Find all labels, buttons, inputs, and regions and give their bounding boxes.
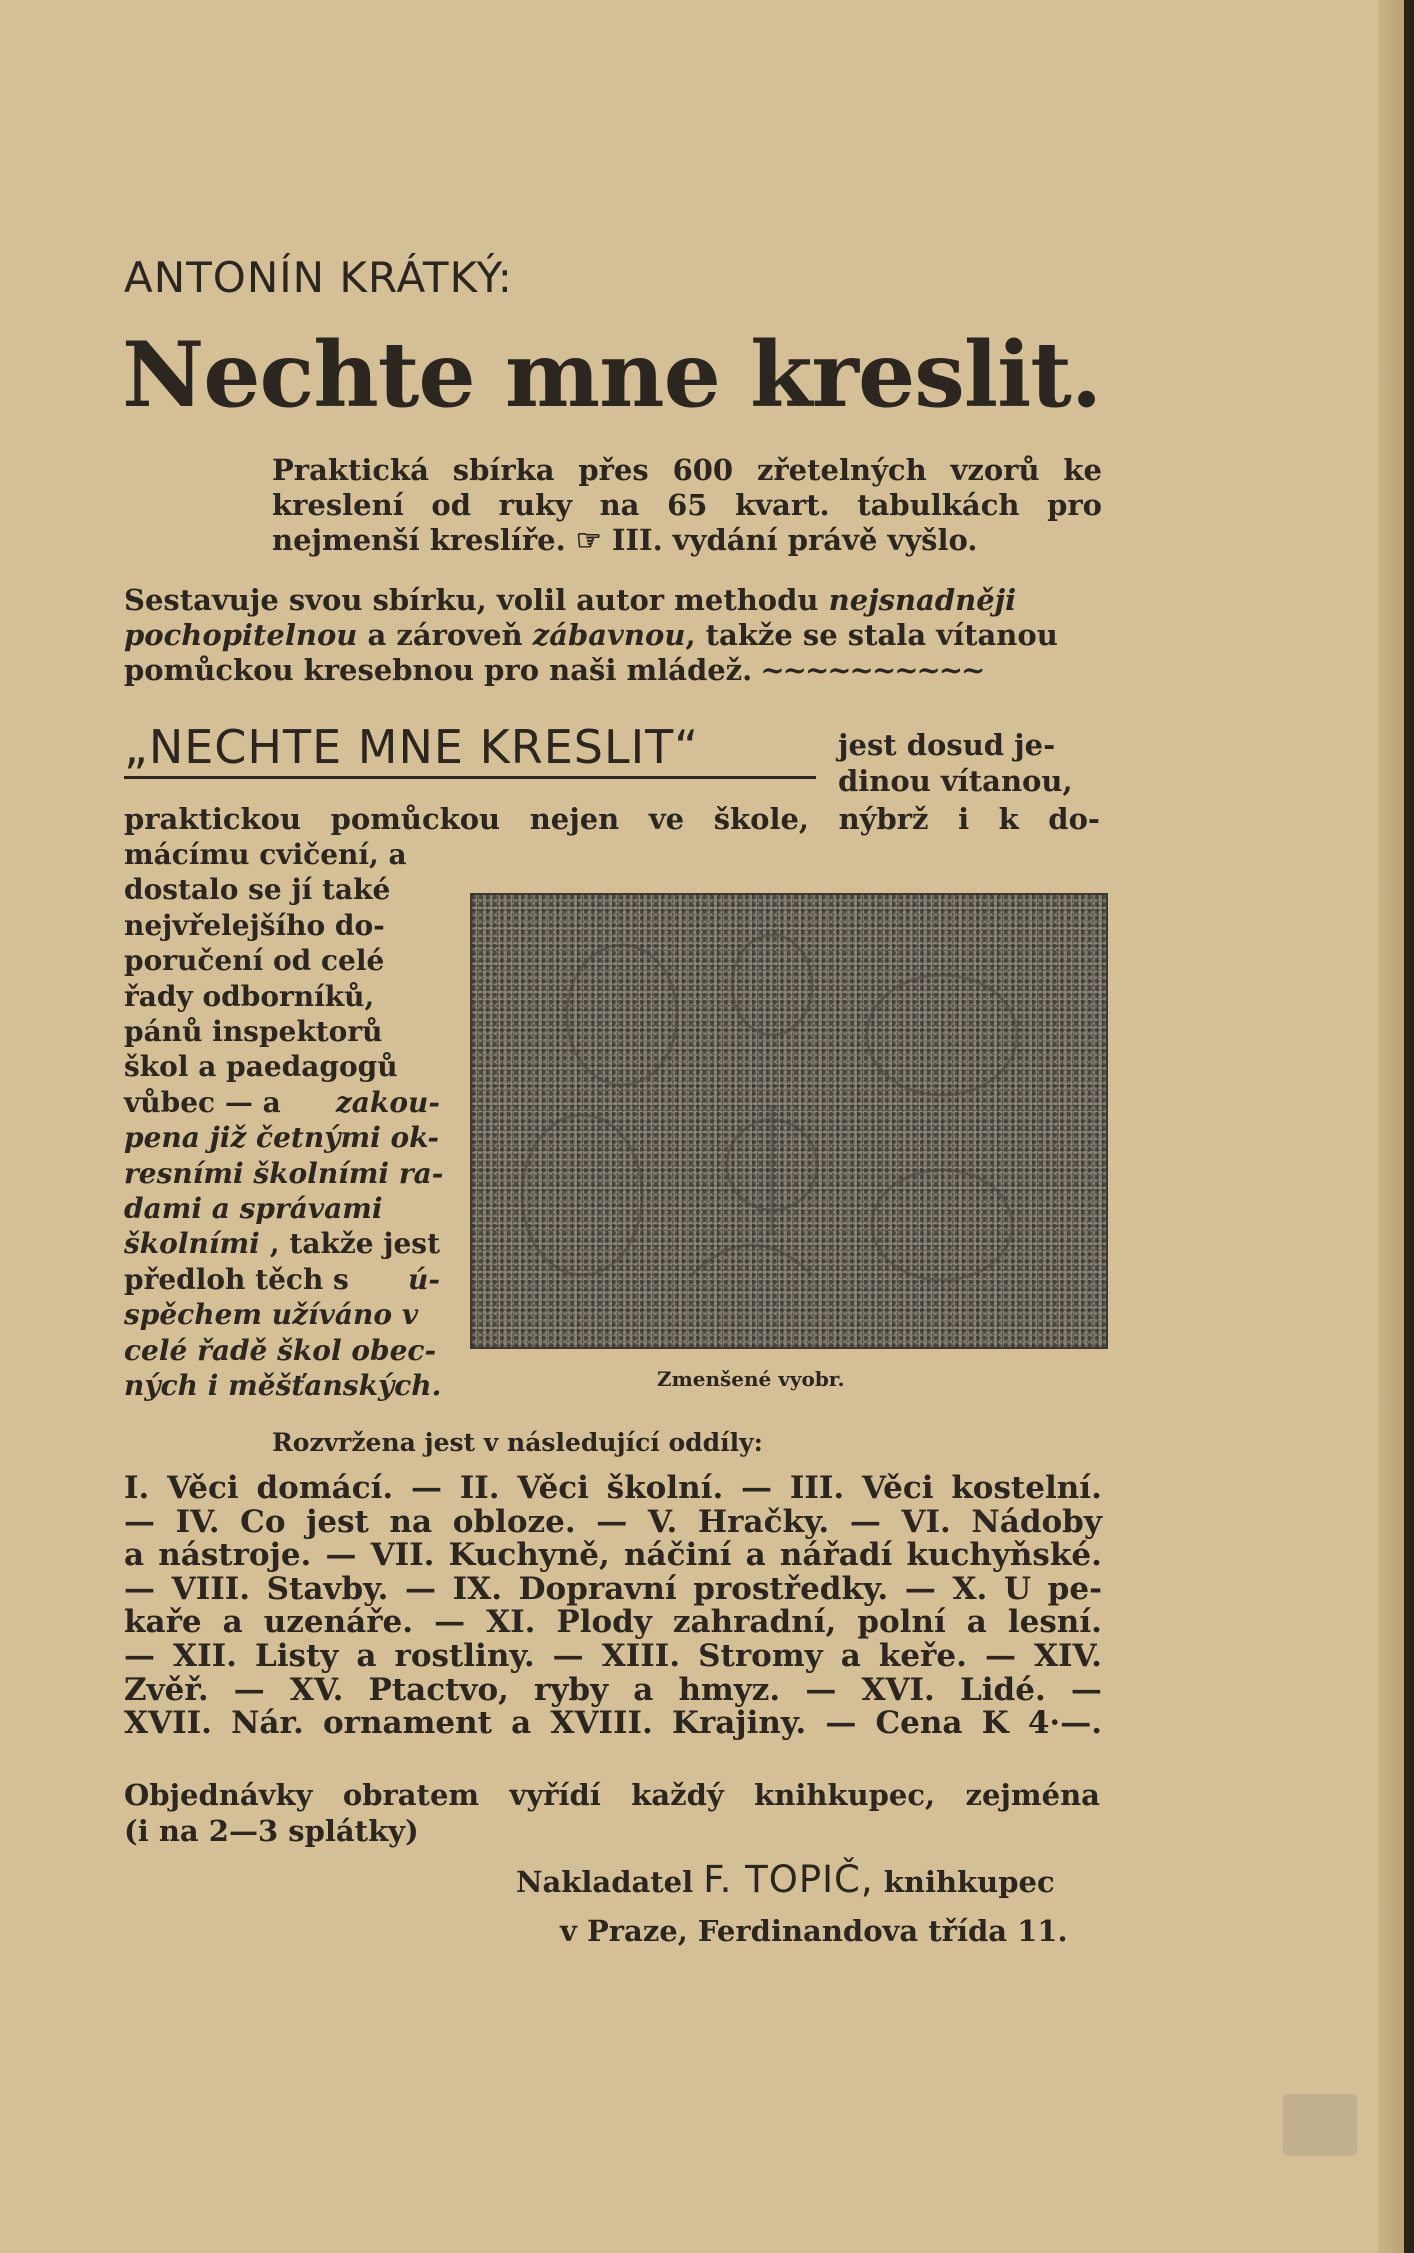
full-line-word: i: [958, 802, 970, 836]
full-line-word: pomůckou: [330, 802, 501, 836]
intro-word: kvart.: [735, 488, 830, 522]
division-word: a: [511, 1705, 532, 1742]
method-line: [124, 653, 1100, 687]
division-line: [124, 1571, 1102, 1607]
division-word: polní: [857, 1604, 946, 1641]
division-word: ryby: [534, 1671, 609, 1708]
division-line: [124, 1638, 1102, 1674]
division-word: IV.: [175, 1503, 220, 1540]
column-text: dami a správami: [124, 1192, 383, 1225]
full-line-word: nýbrž: [838, 802, 929, 836]
division-word: na: [389, 1503, 433, 1540]
column-text: vůbec — a: [124, 1085, 281, 1119]
division-word: Věci: [167, 1470, 239, 1506]
intro-word: od: [431, 488, 471, 522]
division-word: XIV.: [1034, 1638, 1102, 1674]
order-word: obratem: [342, 1778, 480, 1812]
method-pre: pomůckou kresebnou pro naši mládež.: [124, 653, 753, 687]
column-line: [124, 1334, 440, 1367]
division-word: —: [124, 1570, 155, 1607]
section-right-line-1: jest dosud je-: [838, 728, 1056, 762]
division-word: VI.: [901, 1503, 951, 1540]
division-word: Cena: [875, 1705, 963, 1742]
full-line-word: nejen: [529, 802, 620, 836]
divisions-heading: Rozvržena jest v následující oddíly:: [272, 1428, 763, 1457]
division-word: a: [840, 1638, 861, 1674]
section-full-line: [124, 802, 1100, 836]
division-word: kuchyňské.: [906, 1537, 1102, 1574]
division-word: Stavby.: [266, 1570, 389, 1607]
division-word: a: [124, 1537, 145, 1574]
division-word: rostliny.: [394, 1638, 535, 1674]
division-word: —: [410, 1470, 442, 1506]
division-word: —: [849, 1503, 881, 1540]
image-caption: Zmenšené vyobr.: [657, 1367, 845, 1391]
division-word: Věci: [861, 1470, 934, 1506]
division-word: —: [124, 1503, 155, 1540]
division-word: —: [825, 1705, 857, 1742]
column-line: [124, 909, 440, 942]
column-line: [124, 873, 440, 906]
column-line: [124, 1192, 440, 1225]
column-line: [124, 1298, 440, 1331]
publisher-prefix: Nakladatel: [516, 1865, 694, 1899]
division-word: —: [1070, 1671, 1102, 1708]
division-word: —: [741, 1470, 773, 1506]
publisher-suffix: knihkupec: [883, 1865, 1055, 1899]
method-pre: Sestavuje svou sbírku, volil autor methodu: [124, 583, 829, 617]
column-text: předloh těch s: [124, 1262, 349, 1296]
division-word: Listy: [254, 1638, 339, 1674]
division-word: I.: [124, 1470, 150, 1506]
method-it2: zábavnou: [532, 618, 686, 652]
division-word: —: [233, 1671, 265, 1708]
division-word: keře.: [878, 1638, 967, 1674]
division-word: III.: [789, 1470, 845, 1506]
full-line-word: praktickou: [124, 802, 302, 836]
column-line: [124, 1050, 440, 1083]
division-word: a: [633, 1671, 654, 1708]
column-text: řady odborníků,: [124, 979, 375, 1013]
drawing-outlines: [472, 895, 1106, 1347]
publisher-line: [516, 1858, 1055, 1901]
division-word: X.: [952, 1570, 988, 1607]
illustration-image: [470, 893, 1108, 1349]
column-text: ných i měšťanských.: [124, 1369, 442, 1402]
division-word: kostelní.: [951, 1470, 1102, 1506]
division-word: XIII.: [601, 1638, 681, 1674]
column-tail: , takže jest: [269, 1227, 440, 1261]
division-word: jest: [306, 1503, 369, 1540]
column-text: nejvřelejšího do-: [124, 908, 385, 942]
column-line: [124, 1086, 440, 1119]
division-word: Plody: [556, 1604, 652, 1641]
division-word: XV.: [289, 1671, 344, 1708]
division-word: nástroje.: [158, 1537, 312, 1574]
library-stamp: [1283, 2094, 1357, 2156]
intro-word: vzorů: [950, 453, 1040, 487]
division-word: domácí.: [256, 1470, 394, 1506]
column-line: [124, 944, 440, 977]
division-word: a: [356, 1638, 377, 1674]
division-line: [124, 1672, 1102, 1708]
division-line: [124, 1604, 1102, 1640]
intro-word: sbírka: [452, 453, 555, 487]
division-word: XI.: [486, 1604, 536, 1641]
division-word: školní.: [606, 1470, 724, 1506]
column-tail: ú-: [408, 1262, 440, 1296]
division-word: XVI.: [861, 1671, 935, 1708]
intro-word: pro: [1047, 488, 1102, 522]
order-word: knihkupec,: [754, 1778, 936, 1812]
division-word: ornament: [322, 1705, 492, 1742]
order-word: zejména: [965, 1778, 1100, 1812]
column-text: mácímu cvičení, a: [124, 838, 407, 871]
section-right-line-2: dinou vítanou,: [838, 764, 1073, 798]
division-word: Nár.: [231, 1705, 304, 1742]
division-line: [124, 1504, 1102, 1540]
division-word: Dopravní: [518, 1570, 677, 1607]
intro-word: 65: [667, 488, 708, 522]
intro-word: kreslení: [272, 488, 404, 522]
division-word: VII.: [370, 1537, 435, 1574]
full-line-word: do-: [1048, 802, 1100, 836]
division-word: hmyz.: [678, 1671, 781, 1708]
intro-line: [272, 453, 1102, 487]
method-wave: ~~~~~~~~~~: [752, 653, 984, 687]
division-word: Kuchyně,: [448, 1537, 610, 1574]
method-line: [124, 583, 1100, 617]
book-title: Nechte mne kreslit.: [122, 322, 1102, 428]
method-post2: , takže se stala vítanou: [685, 618, 1058, 652]
division-line: [124, 1470, 1102, 1506]
division-word: a: [745, 1537, 766, 1574]
order-word: Objednávky: [124, 1778, 313, 1812]
division-word: II.: [459, 1470, 500, 1506]
column-text: celé řadě škol obec-: [124, 1333, 437, 1367]
column-text: dostalo se jí také: [124, 873, 391, 907]
division-word: Lidé.: [959, 1671, 1046, 1708]
division-word: XVIII.: [550, 1705, 653, 1742]
division-word: kaře: [124, 1604, 202, 1641]
method-it: pochopitelnou: [124, 618, 358, 652]
full-line-word: ve: [648, 802, 685, 836]
intro-word: na: [599, 488, 640, 522]
column-line: [124, 1015, 440, 1048]
intro-word: 600: [672, 453, 734, 487]
division-word: a: [966, 1604, 987, 1641]
column-text: poručení od celé: [124, 944, 385, 978]
full-line-word: k: [998, 802, 1019, 836]
publisher-address: v Praze, Ferdinandova třída 11.: [560, 1914, 1068, 1948]
division-word: Krajiny.: [672, 1705, 807, 1742]
intro-line: [272, 488, 1102, 522]
full-line-word: škole,: [713, 802, 810, 836]
column-text: pánů inspektorů: [124, 1015, 383, 1048]
column-line: [124, 1263, 440, 1296]
division-word: XII.: [173, 1638, 237, 1674]
division-word: Stromy: [698, 1638, 823, 1674]
division-word: —: [984, 1638, 1016, 1674]
division-word: K: [981, 1705, 1009, 1742]
division-word: —: [325, 1537, 357, 1574]
intro-word: nejmenší kreslíře. ☞ III. vydání právě vyšlo.: [272, 523, 978, 557]
division-word: Ptactvo,: [368, 1671, 509, 1708]
column-line: [124, 1156, 444, 1190]
division-word: Hračky.: [697, 1503, 830, 1540]
intro-word: zřetelných: [756, 453, 927, 487]
column-line: [124, 1369, 440, 1402]
column-line: [124, 1227, 440, 1260]
division-word: —: [405, 1570, 437, 1607]
division-word: —: [596, 1503, 628, 1540]
division-word: VIII.: [171, 1570, 250, 1607]
division-word: Nádoby: [971, 1503, 1102, 1540]
order-word: vyřídí: [509, 1778, 601, 1812]
section-heading: „NECHTE MNE KRESLIT“: [124, 720, 816, 779]
column-text: spěchem užíváno v: [124, 1298, 419, 1332]
division-word: lesní.: [1007, 1604, 1102, 1641]
column-line: [124, 1121, 440, 1154]
column-tail: zakou-: [335, 1085, 440, 1119]
division-word: pe-: [1047, 1570, 1102, 1607]
method-post: a zároveň: [357, 618, 533, 652]
method-line: [124, 618, 1100, 652]
order-word: každý: [631, 1778, 724, 1812]
division-word: náčiní: [623, 1537, 732, 1574]
division-line: [124, 1705, 1102, 1741]
column-line: [124, 980, 440, 1013]
order-line: [124, 1778, 1100, 1812]
intro-word: tabulkách: [857, 488, 1020, 522]
intro-word: Praktická: [272, 453, 429, 487]
column-text: resními školními ra-: [124, 1156, 444, 1190]
division-word: —: [805, 1671, 837, 1708]
division-word: XVII.: [124, 1705, 212, 1742]
division-word: zahradní,: [672, 1604, 837, 1641]
division-line: [124, 1537, 1102, 1573]
division-word: —: [552, 1638, 584, 1674]
division-word: —: [434, 1604, 466, 1641]
division-word: —: [124, 1638, 155, 1674]
intro-word: ke: [1063, 453, 1102, 487]
column-line: [124, 838, 440, 871]
intro-word: ruky: [498, 488, 572, 522]
column-text: škol a paedagogů: [124, 1050, 398, 1084]
intro-line: [272, 523, 1102, 557]
method-it: nejsnadněji: [828, 583, 1017, 617]
division-word: a: [222, 1604, 243, 1641]
division-word: —: [904, 1570, 936, 1607]
intro-word: přes: [578, 453, 649, 487]
division-word: Co: [240, 1503, 286, 1540]
column-text: pena již četnými ok-: [124, 1121, 440, 1155]
author-name: ANTONÍN KRÁTKÝ:: [124, 253, 513, 302]
paper-edge: [1378, 0, 1404, 2253]
division-word: uzenáře.: [263, 1604, 414, 1641]
division-word: 4·—.: [1027, 1705, 1102, 1742]
column-text: školními: [124, 1227, 260, 1261]
division-word: IX.: [452, 1570, 503, 1607]
division-word: obloze.: [452, 1503, 576, 1540]
division-word: nářadí: [779, 1537, 893, 1574]
division-word: U: [1003, 1570, 1032, 1607]
division-word: Zvěř.: [124, 1671, 209, 1708]
division-word: V.: [647, 1503, 678, 1540]
order-line: (i na 2—3 splátky): [124, 1814, 419, 1848]
division-word: prostředky.: [693, 1570, 889, 1607]
division-word: Věci: [517, 1470, 589, 1506]
publisher-name: F. TOPIČ,: [703, 1858, 874, 1901]
